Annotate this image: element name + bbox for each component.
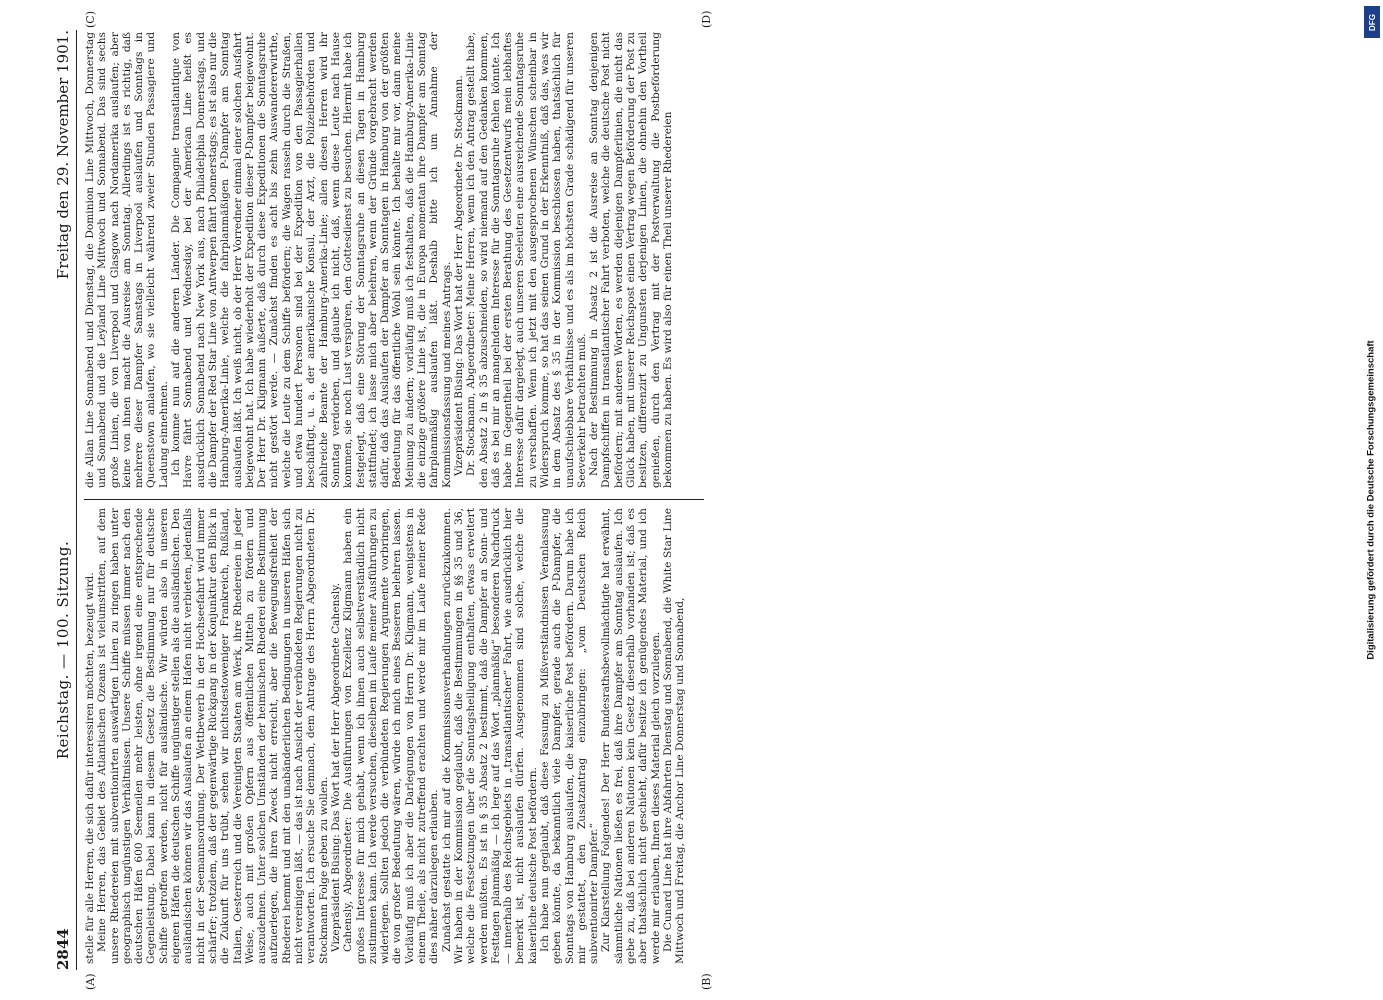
- paragraph: die Allan Line Sonnabend und Dienstag, die Dominion Line Mittwoch, Donnerstag und Sonnabend und die Leyland Line Mittwoch und Sonnabend. Das sind sechs große Linien, die von Liverpool und Glasgow nach Nordamerika auslaufen; aber keine von ihnen macht die Ausreise am Sonntag. Allerdings ist es richtig, daß mehrere dieser Dampfer Samstags in Liverpool auslaufen und Sonntags in Queenstown anlaufen, wo sie vielleicht während zweier Stunden Passagiere und Ladung einnehmen.: [84, 32, 170, 488]
- session-title: Reichstag. — 100. Sitzung.: [54, 540, 72, 760]
- margin-marker-b: (B): [700, 973, 713, 990]
- paragraph: Zunächst gestatte ich mir auf die Kommissionsverhandlungen zurückzukommen. Wir haben in der Kommission geglaubt, daß die Bestimmungen in §§ 35 und 36, welche die Festsetzungen über die Sonntagsheiligung enthalten, etwas erweitert werden müßten. Es ist in § 35 Absatz 2 bestimmt, daß die Dampfer an Sonn- und Festtagen planmäßig — ich lege auf das Wort „planmäßig“ besonderen Nachdruck — innerhalb des Reichsgebiets in „transatlantischer“ Fahrt, wie ausdrücklich hier bemerkt ist, nicht auslaufen dürfen. Ausgenommen sind solche, welche die kaiserliche deutsche Post befördern.: [440, 508, 539, 964]
- page-number: 2844: [54, 928, 72, 970]
- left-column: [84, 508, 1310, 964]
- paragraph: Dr. Stockmann, Abgeordneter: Meine Herren, wenn ich den Antrag gestellt habe, den Absatz 2 in § 35 abzuschneiden, so wird niemand auf den Gedanken kommen, daß es bei mir an mangelndem Interesse für die Sonntagsruhe fehlen könnte. Ich habe im Gegentheil bei der ersten Berathung des Gesetzentwurfs mein lebhaftes Interesse dafür dargelegt, auch unseren Seeleuten eine ausreichende Sonntagsruhe zu verschaffen. Wenn ich jetzt mit den ausgesprochenen Wünschen scheinbar in Widerspruch komme, so hat das seinen Grund in der Erkenntniß, daß das, was wir in dem Absatz des § 35 in der Kommission beschlossen haben, thatsächlich für unaufschiebbare Verhältnisse und es als im höchsten Grade schädigend für unseren Seeverkehr betrachten muß.: [465, 32, 588, 488]
- margin-marker-a: (A): [84, 973, 97, 990]
- paragraph: Zur Klarstellung Folgendes! Der Herr Bundesrathsbevollmächtigte hat erwähnt, sämmtliche Nationen ließen es frei, daß ihre Dampfer am Sonntag auslaufen. Ich gebe zu, daß bei anderen Nationen kein Gesetz dieserhalb vorhanden ist; daß es aber thatsächlich nicht geschieht, dafür besitze ich genügendes Material, und ich werde mir erlauben, Ihnen dieses Material gleich vorzulegen.: [600, 508, 662, 964]
- dfg-logo: DFG: [1364, 6, 1380, 38]
- paragraph: Ich komme nun auf die anderen Länder. Die Compagnie transatlantique von Havre fährt Sonnabend und Wednesday, bei der American Line heißt es ausdrücklich Sonnabend nach New York aus, nach Philadelphia Donnerstags, und die Dampfer der Red Star Line von Antwerpen fährt Donnerstags; es ist also nur die Hamburg-Amerika-Linie, welche die fahrplanmäßigen P-Dampfer am Sonntag auslaufen läßt. Ich weiß nicht, ob der Herr Vorredner einmal einer solchen Ausfahrt beigewohnt hat. Ich habe wiederholt der Expedition dieser P-Dampfer beigewohnt. Der Herr Dr. Kligmann äußerte, daß durch diese Expeditionen die Sonntagsruhe nicht gestört werde. — Zunächst finden es acht bis zehn Auswandererwirthe, welche die Leute zu dem Schiffe befördern; die Wagen rasseln durch die Straßen, und etwa hundert Personen sind bei der Expedition von den Passagierhallen beschäftigt, u. a. der amerikanische Konsul, der Arzt, die Polizeibehörden und zahlreiche Beamte der Hamburg-Amerika-Linie; allen diesen Herren wird ihr Sonntag verdorben, und glaube ich nicht, daß, wenn diese Leute nach Hause kommen, sie noch Lust verspüren, den Gottesdienst zu besuchen. Hiermit habe ich festgelegt, daß eine Störung der Sonntagsruhe an diesen Tagen in Hamburg stattfindet; ich lasse mich aber belehren, wenn der Gründe vorgebracht werden dafür, daß das Auslaufen der Dampfer an Sonntagen in Hamburg von der größten Bedeutung für das öffentliche Wohl sein könnte. Ich behalte mir vor, dann meine Meinung zu ändern; vorläufig muß ich festhalten, daß die Hamburg-Amerika-Linie die einzige größere Linie ist, die in Europa momentan ihre Dampfer am Sonntag fahrplanmäßig auslaufen läßt. Deshalb bitte ich um Annahme der Kommissionsfassung und meines Antrags.: [170, 32, 453, 488]
- paragraph: Vizepräsident Büsing: Das Wort hat der Herr Abgeordnete Dr. Stockmann.: [452, 75, 465, 476]
- session-date: Freitag den 29. November 1901.: [54, 30, 72, 280]
- column-rule: [84, 499, 704, 500]
- paragraph: Die Cunard Line hat ihre Abfahrten Dienstag und Sonnabend, die White Star Line Mittwoch und Freitag, die Anchor Line Donnerstag und Sonnabend,: [661, 508, 687, 964]
- margin-marker-c: (C): [84, 11, 97, 28]
- paragraph: Ich habe nun geglaubt, daß diese Fassung zu Mißverständnissen Veranlassung geben könnte, da bekanntlich viele Dampfer, gerade auch die P-Dampfer, die Sonntags von Hamburg auslaufen, die kaiserliche Post befördern. Darum habe ich mir gestattet, den Zusatzantrag einzubringen: „vom Deutschen Reich subventionirter Dampfer.“: [538, 508, 601, 964]
- margin-marker-d: (D): [700, 10, 713, 28]
- header-rule: [76, 30, 77, 970]
- paragraph: Cahensly, Abgeordneter: Die Ausführungen von Exzellenz Kligmann haben ein großes Interesse für mich gehabt, wenn ich ihnen auch selbstverständlich nicht zustimmen kann. Ich werde versuchen, dieselben im Laufe meiner Ausführungen zu widerlegen. Sollten jedoch die verbündeten Regierungen Argumente vorbringen, die von großer Bedeutung wären, würde ich mich eines Besseren belehren lassen. Vorläufig muß ich aber die Darlegungen von Herrn Dr. Kligmann, wenigstens in einem Theile, als nicht zutreffend erachten und werde mir im Laufe meiner Rede dies näher darzulegen erlauben.: [342, 508, 441, 964]
- page-header: [52, 30, 74, 970]
- paragraph: stelle für alle Herren, die sich dafür interessiren möchten, bezeugt wird.: [84, 572, 96, 964]
- paragraph: Meine Herren, das Gebiet des Atlantischen Ozeans ist vielumstritten, auf dem unsere Rhedereien mit subventionirten auswärtigen Linien zu ringen haben unter geographisch ungünstigen Verhältnissen. Unsere Schiffe müssen immer nach den deutschen Häfen 600 Seemeilen mehr leisten, ohne irgend eine entsprechende Gegenleistung. Dabei kann in diesem Gesetz die Bestimmung nur für deutsche Schiffe getroffen werden, nicht für ausländische. Wir würden also in unseren eigenen Häfen die deutschen Schiffe ungünstiger stellen als die ausländischen. Den ausländischen können wir das Auslaufen an einem Hafen nicht verbieten, jedenfalls nicht in der Seemannsordnung. Der Wettbewerb in der Hochseefahrt wird immer schärfer; trotzdem, daß der gegenwärtige Rückgang in der Konjunktur den Blick in die Zukunft für uns trübt, sehen wir nichtsdestoweniger Frankreich, Rußland, Italien, Oesterreich und die Vereinigten Staaten am Werk, ihre Rhedereien in jeder Weise, auch mit großen Opfern aus öffentlichen Mitteln zu fördern und auszudehnen. Unter solchen Umständen der heimischen Rhederei eine Bestimmung aufzuerlegen, die ihren Zweck nicht erreicht, aber die Bewegungsfreiheit der Rhederei hemmt und mit den unabänderlichen Bedingungen in unseren Häfen sich nicht vereinigen läßt, — das ist nach Ansicht der verbündeten Regierungen nicht zu verantworten. Ich ersuche Sie demnach, dem Antrage des Herrn Abgeordneten Dr. Stockmann Folge geben zu wollen.: [96, 508, 330, 964]
- funding-notice: Digitalisierung gefördert durch die Deutsche Forschungsgemeinschaft: [1365, 340, 1377, 660]
- right-column: [84, 32, 1310, 488]
- paragraph: Nach der Bestimmung in Absatz 2 ist die Ausreise an Sonntag denjenigen Dampfschiffen in transatlantischer Fahrt verboten, welche die deutsche Post nicht befördern; mit anderen Worten, es werden diejenigen Dampferlinien, die nicht das Glück haben, mit unserer Reichspost einen Vertrag wegen Beförderung der Post zu besitzen, differenzirt zu Ungunsten derjenigen Linien, die ohnehin den Vortheil genießen, durch den Vertrag mit der Postverwaltung die Postbeförderung bekommen zu haben. Es wird also für einen Theil unserer Rhedereien: [588, 32, 674, 488]
- paragraph: Vizepräsident Büsing: Das Wort hat der Herr Abgeordnete Cahensly.: [329, 582, 342, 952]
